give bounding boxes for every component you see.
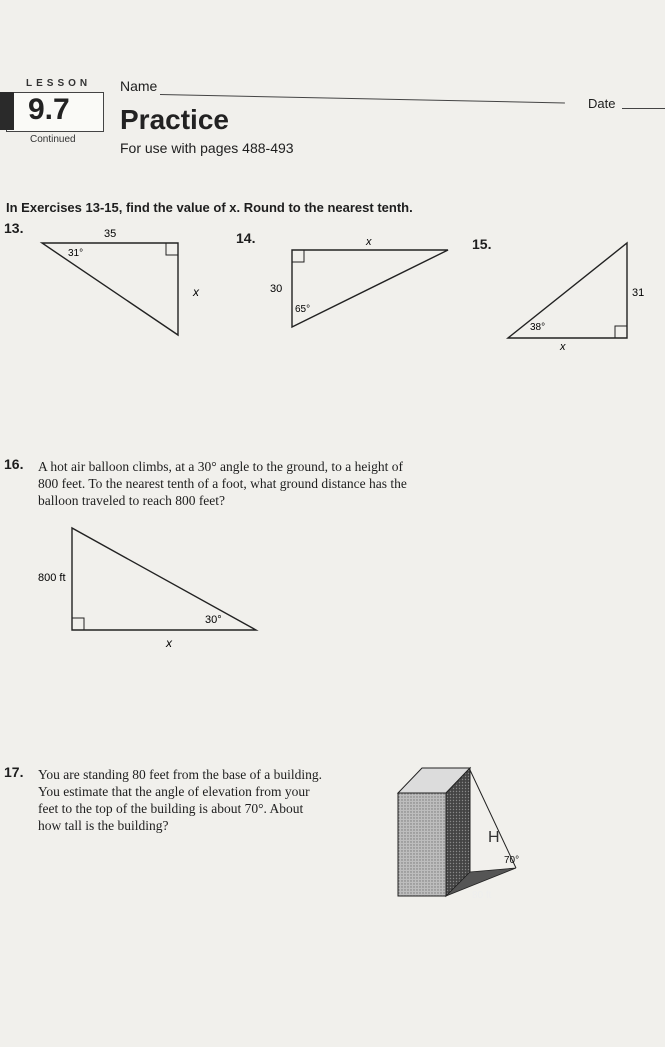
lesson-label: LESSON — [26, 78, 92, 89]
angle-label-14: 65° — [295, 304, 311, 315]
exercise-15-number: 15. — [472, 236, 492, 252]
lesson-number: 9.7 — [28, 93, 70, 126]
triangle-14 — [270, 236, 448, 327]
exercise-16-line-1: A hot air balloon climbs, at a 30° angle to the ground, to a height of — [38, 459, 403, 474]
exercise-17-text — [38, 766, 388, 834]
angle-label-13: 31° — [68, 248, 84, 259]
unknown-16: x — [166, 636, 172, 650]
height-label-16: 800 ft — [38, 572, 66, 584]
distance-label-17: 80 ft — [472, 890, 492, 901]
date-label: Date — [588, 96, 616, 111]
side-label-14: 30 — [270, 283, 283, 295]
side-label-13: 35 — [104, 228, 117, 240]
building-diagram — [380, 760, 540, 910]
exercise-14-number: 14. — [236, 230, 256, 246]
continued-label: Continued — [30, 134, 76, 145]
balloon-diagram — [0, 510, 300, 660]
exercise-13-number: 13. — [4, 220, 24, 236]
exercise-17-number: 17. — [4, 764, 24, 780]
handwritten-h: H — [488, 829, 500, 846]
angle-label-15: 38° — [530, 322, 546, 333]
side-label-15: 31 — [632, 287, 645, 299]
unknown-15: x — [560, 341, 566, 353]
exercise-16-line-3: balloon traveled to reach 800 feet? — [38, 493, 226, 508]
exercise-17-line-1: You are standing 80 feet from the base of a building. — [38, 767, 322, 782]
triangle-13 — [42, 228, 200, 335]
exercise-16-number: 16. — [4, 456, 24, 472]
name-label: Name — [120, 78, 158, 94]
angle-label-16: 30° — [205, 614, 222, 626]
exercise-17-line-2: You estimate that the angle of elevation from your — [38, 784, 310, 799]
angle-label-17: 70° — [504, 855, 520, 866]
instructions: In Exercises 13-15, find the value of x. Round to the nearest tenth. — [6, 200, 413, 215]
exercise-16-text — [38, 458, 498, 509]
unknown-14: x — [366, 236, 372, 248]
triangle-15 — [508, 243, 644, 353]
page-title: Practice — [120, 104, 229, 135]
exercise-17-line-3: feet to the top of the building is about 70°. About — [38, 801, 304, 816]
page-subtitle: For use with pages 488-493 — [120, 140, 294, 156]
exercise-13-15-diagrams — [0, 0, 665, 420]
exercise-16-line-2: 800 feet. To the nearest tenth of a foot, what ground distance has the — [38, 476, 407, 491]
unknown-13: x — [193, 285, 199, 299]
exercise-17-line-4: how tall is the building? — [38, 818, 169, 833]
